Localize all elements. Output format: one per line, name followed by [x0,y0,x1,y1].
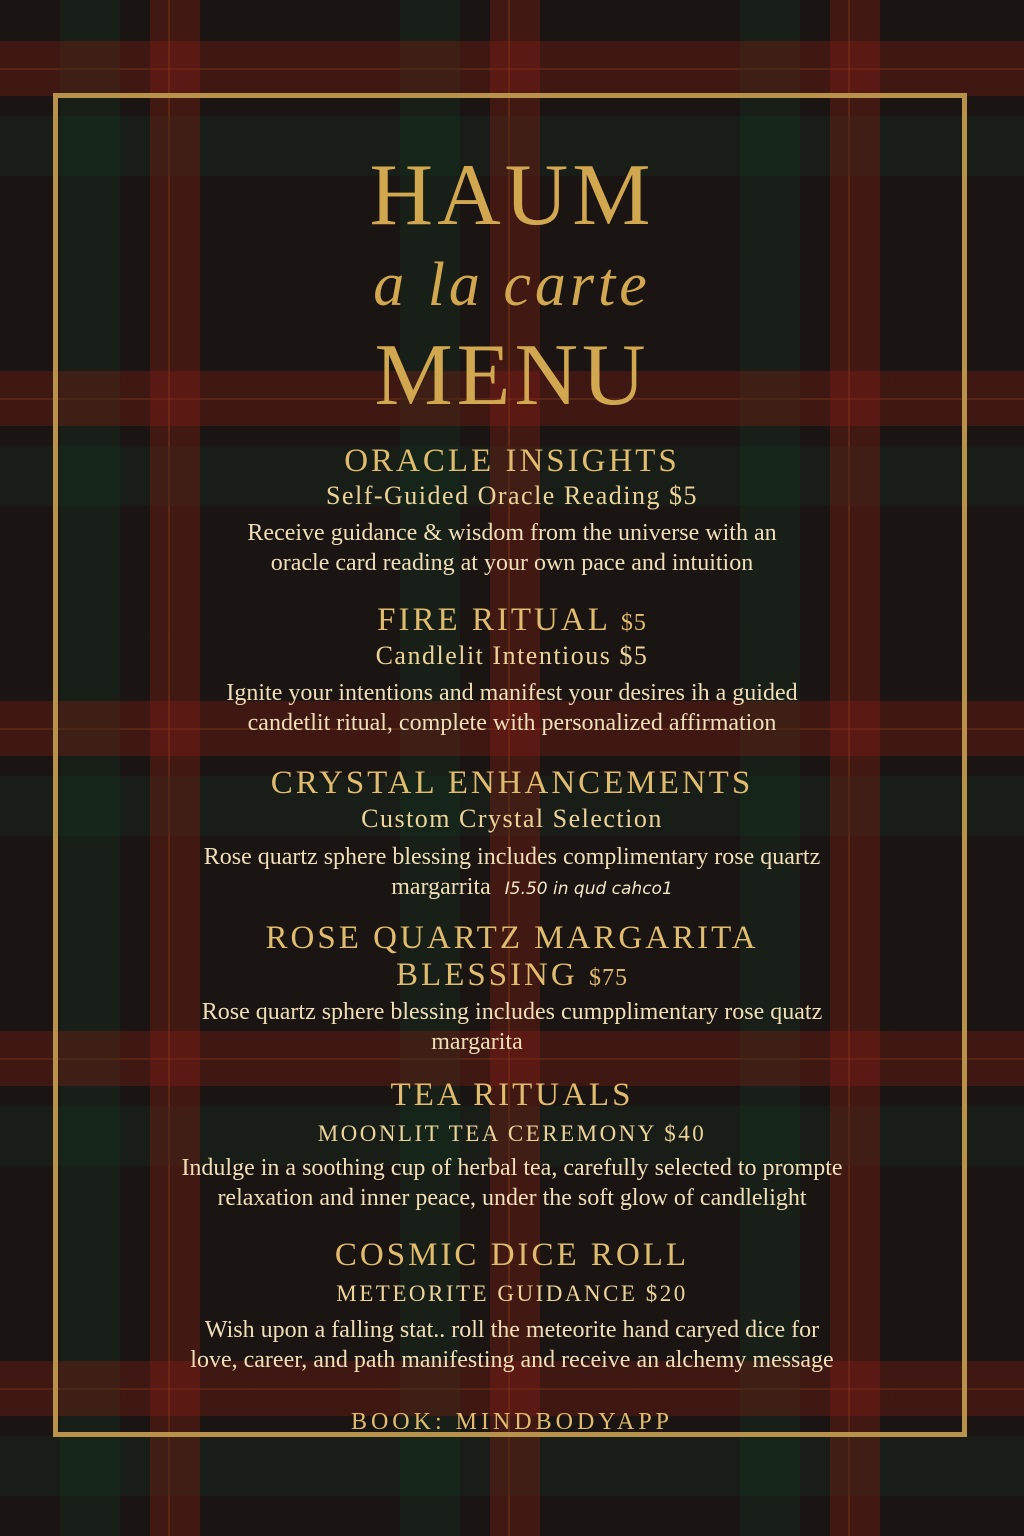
section-title-text: ORACLE INSIGHTS [344,443,680,479]
item-description: Rose quartz sphere blessing includes complimentary rose quartz [203,844,821,870]
item-description: margarrita [391,874,491,900]
section-title-text: FIRE RITUAL [377,602,610,638]
item-description: Receive guidance & wisdom from the universe with an [247,520,777,546]
section-price: $75 [588,965,628,991]
item-description: oracle card reading at your own pace and intuition [270,550,754,576]
item-candlelit-intentious: Candlelit Intentious $5 [375,641,649,670]
booking-info: BOOK: MINDBODYAPP [350,1409,674,1435]
section-title-fire-ritual [60,602,964,639]
menu-title: MENU [374,327,650,424]
item-description: margarita [431,1029,523,1055]
item-description: Indulge in a soothing cup of herbal tea, carefully selected to prompte [181,1155,843,1181]
item-description-with-note [60,874,964,901]
section-title-rose-quartz-margarita: ROSE QUARTZ MARGARITA [265,920,759,956]
item-meteorite-guidance: METEORITE GUIDANCE $20 [336,1281,688,1306]
item-description: relaxation and inner peace, under the soft glow of candlelight [217,1185,807,1211]
item-oracle-reading: Self-Guided Oracle Reading $5 [325,481,698,510]
section-title-crystal-enhancements [60,765,964,802]
section-title-text: CRYSTAL ENHANCEMENTS [270,765,754,801]
handwritten-note: I5.50 in qud cahco1 [504,879,673,899]
item-description: love, career, and path manifesting and receive an alchemy message [190,1347,834,1373]
section-title-tea-rituals: TEA RITUALS [390,1077,634,1113]
item-description: Wish upon a falling stat.. roll the meteorite hand caryed dice for [204,1317,820,1343]
section-title-cosmic-dice-roll: COSMIC DICE ROLL [334,1237,690,1273]
section-price: $5 [620,610,647,636]
section-title-text: BLESSING [396,957,578,993]
item-moonlit-tea-ceremony: MOONLIT TEA CEREMONY $40 [317,1121,707,1146]
section-title-oracle-insights [60,443,964,480]
item-description: Rose quartz sphere blessing includes cumpplimentary rose quatz [201,999,823,1025]
section-title-blessing [60,957,964,994]
item-description: candetlit ritual, complete with personalized affirmation [247,710,777,736]
brand-title: HAUM [369,147,655,244]
item-description: Ignite your intentions and manifest your desires ih a guided [226,680,798,706]
item-custom-crystal-selection: Custom Crystal Selection [361,804,663,833]
brand-subtitle-script: a la carte [373,251,651,319]
